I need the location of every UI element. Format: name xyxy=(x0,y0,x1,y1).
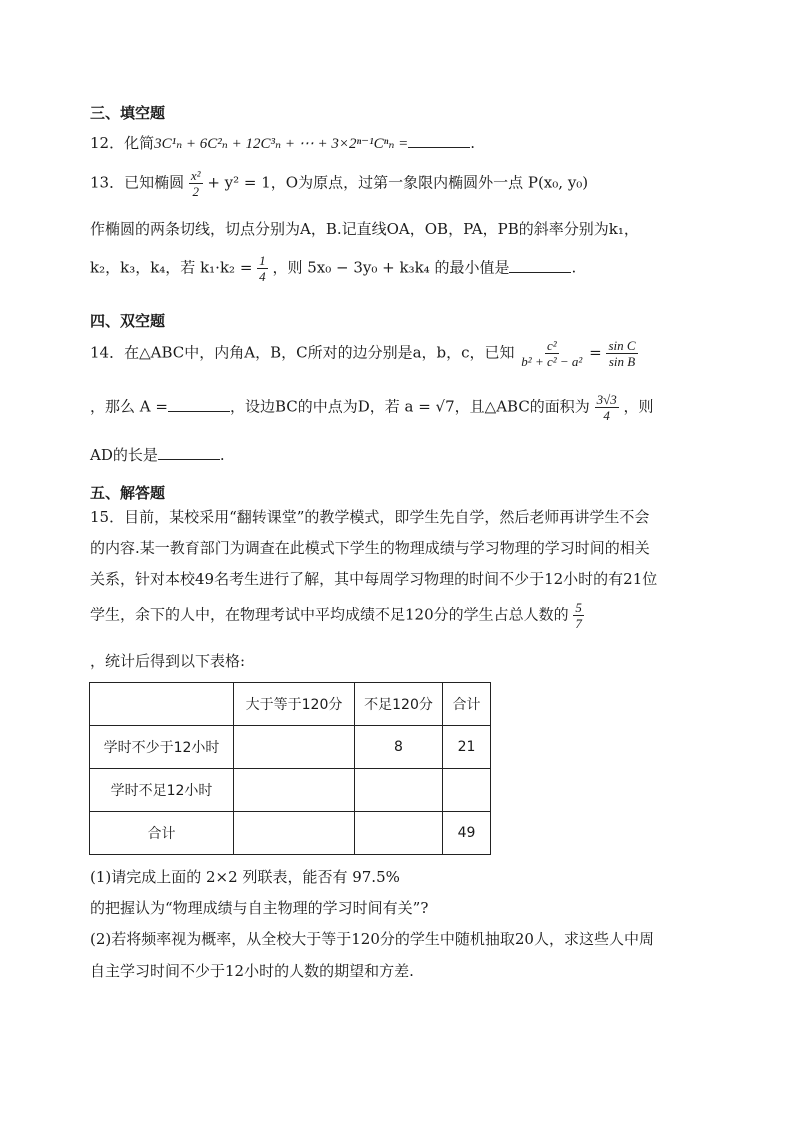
question-12: 12．化简3C¹ₙ + 6C²ₙ + 12C³ₙ + ⋯ + 3×2ⁿ⁻¹Cⁿₙ = . xyxy=(90,134,476,152)
q12-expression: 3C¹ₙ + 6C²ₙ + 12C³ₙ + ⋯ + 3×2ⁿ⁻¹Cⁿₙ = xyxy=(154,136,409,152)
q15-text: 学生，余下的人中，在物理考试中平均成绩不足120分的学生占总人数的 xyxy=(90,605,569,624)
header-cell: 合计 xyxy=(443,683,491,726)
q12-prefix: 12．化简 xyxy=(90,134,155,152)
table-cell: 学时不少于12小时 xyxy=(90,726,234,769)
q13-text-b: + y² = 1，O为原点，过第一象限内椭圆外一点 P(x₀, y₀) xyxy=(207,173,589,192)
question-15-sub2-line2: 自主学习时间不少于12小时的人数的期望和方差. xyxy=(90,962,414,980)
question-14-line3 xyxy=(90,444,225,465)
question-15-sub1-line2: 的把握认为“物理成绩与自主物理的学习时间有关”? xyxy=(90,899,429,917)
q14-text-b: ，那么 A = xyxy=(90,397,168,416)
table-cell xyxy=(234,769,355,812)
q13-question: ，则 5x₀ − 3y₀ + k₃k₄ 的最小值是 xyxy=(272,258,510,277)
q13-answer-blank[interactable] xyxy=(509,260,571,273)
q14-f2-num: sin C xyxy=(608,338,636,353)
table-header-row xyxy=(90,683,491,726)
q13-ellipse-num: x² xyxy=(190,168,201,183)
q15-f-num: 5 xyxy=(575,600,582,615)
q14-area-den: 4 xyxy=(603,408,610,423)
q14-text-c: ，设边BC的中点为D，若 a = √7，且△ABC的面积为 xyxy=(229,397,590,416)
table-cell: 21 xyxy=(443,726,491,769)
question-14-line1 xyxy=(90,338,638,369)
table-cell: 学时不足12小时 xyxy=(90,769,234,812)
q13-condition: k₂，k₃，k₄，若 k₁·k₂ = xyxy=(90,258,253,277)
question-15-line2: 的内容.某一教育部门为调查在此模式下学生的物理成绩与学习物理的学习时间的相关 xyxy=(90,539,650,557)
q13-frac-num: 1 xyxy=(259,253,266,268)
table-row xyxy=(90,812,491,855)
q14-fraction-2 xyxy=(606,338,637,369)
question-15-sub1-line1: (1)请完成上面的 2×2 列联表，能否有 97.5% xyxy=(90,868,400,886)
question-15-sub2-line1: (2)若将频率视为概率，从全校大于等于120分的学生中随机抽取20人，求这些人中周 xyxy=(90,930,654,948)
q13-end: . xyxy=(571,258,577,277)
header-cell: 不足120分 xyxy=(355,683,443,726)
table-cell xyxy=(355,769,443,812)
question-13-line3 xyxy=(90,253,576,284)
q13-quarter-fraction xyxy=(257,253,268,284)
question-15-line5: ，统计后得到以下表格: xyxy=(90,652,246,670)
q15-fraction xyxy=(573,600,584,631)
q14-answer-blank-1[interactable] xyxy=(168,399,230,412)
section-heading-solve: 五、解答题 xyxy=(90,484,166,502)
q13-text-a: 13．已知椭圆 xyxy=(90,173,185,192)
q15-f-den: 7 xyxy=(575,616,582,631)
q14-area-fraction xyxy=(595,392,619,423)
table-cell: 49 xyxy=(443,812,491,855)
question-15-line4 xyxy=(90,600,584,631)
question-13-line1 xyxy=(90,168,588,199)
header-cell: 大于等于120分 xyxy=(234,683,355,726)
q14-area-num: 3√3 xyxy=(596,392,617,407)
q14-text-a: 14．在△ABC中，内角A，B，C所对的边分别是a，b，c，已知 xyxy=(90,343,515,362)
q14-answer-blank-2[interactable] xyxy=(158,447,220,460)
q12-answer-blank[interactable] xyxy=(408,135,470,148)
table-cell: 合计 xyxy=(90,812,234,855)
question-15-line1: 15．目前，某校采用“翻转课堂”的教学模式，即学生先自学，然后老师再讲学生不会 xyxy=(90,508,650,526)
q14-equals: = xyxy=(589,343,602,362)
q14-fraction-1 xyxy=(519,338,584,369)
question-14-line2 xyxy=(90,392,654,423)
table-cell xyxy=(355,812,443,855)
q13-ellipse-fraction xyxy=(189,168,203,199)
q14-f1-num: c² xyxy=(546,338,557,353)
question-15-line3: 关系，针对本校49名考生进行了解，其中每周学习物理的时间不少于12小时的有21位 xyxy=(90,570,658,588)
q14-end: . xyxy=(219,446,225,464)
contingency-table xyxy=(89,682,491,855)
q14-f2-den: sin B xyxy=(608,354,636,369)
q13-frac-den: 4 xyxy=(259,269,266,284)
question-13-line2: 作椭圆的两条切线，切点分别为A，B.记直线OA，OB，PA，PB的斜率分别为k₁， xyxy=(90,220,639,238)
table-cell: 8 xyxy=(355,726,443,769)
table-row xyxy=(90,726,491,769)
q13-ellipse-den: 2 xyxy=(192,184,199,199)
q14-f1-den: b² + c² − a² xyxy=(521,354,583,369)
q14-text-d: ，则 xyxy=(623,397,654,416)
header-cell xyxy=(90,683,234,726)
table-cell xyxy=(234,812,355,855)
section-heading-fill: 三、填空题 xyxy=(90,104,166,122)
q14-text-e: AD的长是 xyxy=(90,446,158,464)
section-heading-double: 四、双空题 xyxy=(90,312,166,330)
table-cell xyxy=(443,769,491,812)
table-row xyxy=(90,769,491,812)
table-cell xyxy=(234,726,355,769)
